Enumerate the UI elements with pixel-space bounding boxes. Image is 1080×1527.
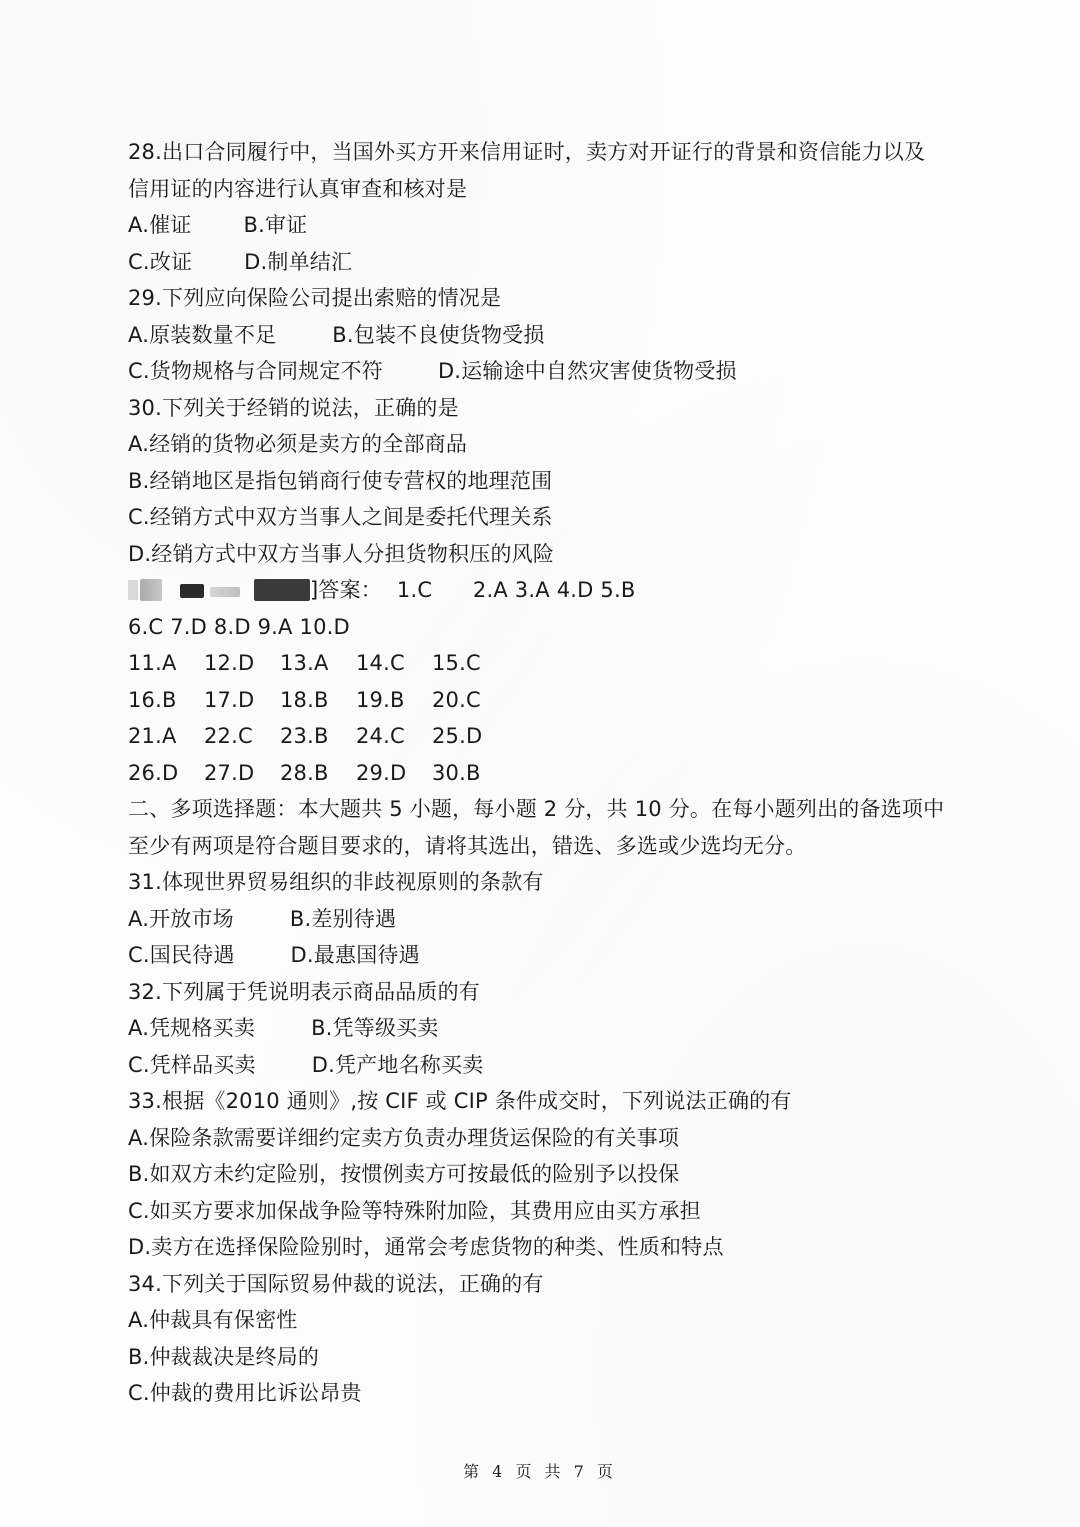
answer-item: 4.D	[556, 578, 594, 602]
q29-option-b: B.包装不良使货物受损	[332, 322, 545, 347]
q28-stem-line2: 信用证的内容进行认真审查和核对是	[128, 176, 468, 201]
answer-item: 9.A	[257, 614, 293, 639]
answer-item: 28.B	[280, 760, 329, 785]
section2-heading-line1: 二、多项选择题：本大题共 5 小题，每小题 2 分，共 10 分。在每小题列出的备选项中	[128, 797, 945, 821]
answer-item: 11.A	[128, 651, 177, 675]
answer-item: 18.B	[280, 687, 329, 712]
answer-item: 27.D	[204, 760, 255, 785]
answer-item: 8.D	[213, 614, 251, 639]
answer-item: 16.B	[128, 687, 177, 712]
q32-option-a: A.凭规格买卖	[128, 1016, 256, 1040]
answer-item: 3.A	[514, 578, 550, 602]
answers-row4	[128, 682, 968, 719]
answer-item: 10.D	[299, 614, 350, 639]
q32-option-b: B.凭等级买卖	[311, 1016, 439, 1040]
answer-item: 19.B	[356, 687, 405, 712]
q30-option-d: D.经销方式中双方当事人分担货物积压的风险	[128, 541, 555, 566]
page-footer: 第 4 页 共 7 页	[463, 1462, 617, 1481]
q31-option-c: C.国民待遇	[128, 943, 235, 967]
answers-row6	[128, 755, 968, 792]
answer-item: 26.D	[128, 760, 179, 785]
answer-item: 24.C	[356, 724, 405, 748]
answer-item: 21.A	[128, 724, 177, 748]
q31-options-row2	[128, 937, 968, 974]
answer-item: 25.D	[432, 724, 483, 748]
q30-option-c: C.经销方式中双方当事人之间是委托代理关系	[128, 505, 553, 529]
answer-item: 30.B	[432, 760, 481, 785]
q28-option-d: D.制单结汇	[244, 249, 353, 274]
q31-stem: 31.体现世界贸易组织的非歧视原则的条款有	[128, 870, 544, 894]
answers-row2	[128, 609, 968, 646]
q29-options-row2	[128, 353, 968, 390]
answer-item: 17.D	[204, 687, 255, 712]
answers-row5	[128, 718, 968, 755]
q29-options-row1	[128, 317, 968, 354]
answer-item: 15.C	[432, 651, 481, 675]
q33-option-a: A.保险条款需要详细约定卖方负责办理货运保险的有关事项	[128, 1125, 680, 1150]
answer-item: 5.B	[600, 578, 636, 602]
answer-item: 13.A	[280, 651, 329, 675]
answer-item: 1.C	[396, 578, 433, 602]
q33-stem: 33.根据《2010 通则》,按 CIF 或 CIP 条件成交时，下列说法正确的有	[128, 1089, 792, 1113]
redaction-mark	[210, 587, 240, 597]
q33-option-b: B.如双方未约定险别，按惯例卖方可按最低的险别予以投保	[128, 1162, 680, 1186]
q28-option-b: B.审证	[243, 213, 308, 237]
answer-item: 29.D	[356, 760, 407, 785]
q28-options-row1	[128, 207, 968, 244]
q31-option-b: B.差别待遇	[289, 906, 397, 931]
answer-item: 22.C	[204, 724, 253, 748]
q29-option-c: C.货物规格与合同规定不符	[128, 359, 383, 383]
answer-item: 12.D	[204, 651, 255, 675]
q30-option-a: A.经销的货物必须是卖方的全部商品	[128, 432, 468, 456]
q28-stem-line1: 28.出口合同履行中，当国外买方开来信用证时，卖方对开证行的背景和资信能力以及	[128, 140, 926, 164]
q33-option-c: C.如买方要求加保战争险等特殊附加险，其费用应由买方承担	[128, 1198, 701, 1223]
answer-item: 23.B	[280, 724, 329, 748]
q29-stem: 29.下列应向保险公司提出索赔的情况是	[128, 286, 502, 310]
redaction-mark	[180, 584, 204, 598]
redaction-mark	[140, 579, 162, 601]
section2-heading-line2: 至少有两项是符合题目要求的，请将其选出，错选、多选或少选均无分。	[128, 833, 807, 858]
answer-item: 20.C	[432, 687, 481, 712]
q31-options-row1	[128, 901, 968, 938]
answer-item: 2.A	[472, 578, 508, 602]
q28-options-row2	[128, 244, 968, 281]
q32-options-row1	[128, 1010, 968, 1047]
q32-stem: 32.下列属于凭说明表示商品品质的有	[128, 979, 480, 1004]
q29-option-a: A.原装数量不足	[128, 322, 277, 347]
q30-stem: 30.下列关于经销的说法，正确的是	[128, 395, 459, 420]
q31-option-a: A.开放市场	[128, 906, 234, 931]
answers-row1	[128, 572, 968, 609]
q34-option-a: A.仲裁具有保密性	[128, 1308, 298, 1332]
page-content	[128, 134, 968, 1412]
q33-option-d: D.卖方在选择保险险别时，通常会考虑货物的种类、性质和特点	[128, 1235, 724, 1259]
q28-option-a: A.催证	[128, 213, 192, 237]
answer-item: 14.C	[356, 651, 405, 675]
q31-option-d: D.最惠国待遇	[290, 943, 420, 967]
answers-label: ]答案：	[310, 578, 382, 602]
answer-item: 6.C	[128, 614, 164, 639]
answer-item: 7.D	[170, 614, 208, 639]
redaction-mark	[254, 579, 310, 601]
q28-option-c: C.改证	[128, 249, 193, 274]
q34-option-b: B.仲裁裁决是终局的	[128, 1344, 320, 1369]
q29-option-d: D.运输途中自然灾害使货物受损	[437, 359, 737, 383]
q34-stem: 34.下列关于国际贸易仲裁的说法，正确的有	[128, 1271, 544, 1296]
redaction-mark	[128, 580, 138, 600]
q32-option-d: D.凭产地名称买卖	[311, 1052, 484, 1077]
answers-row3	[128, 645, 968, 682]
q30-option-b: B.经销地区是指包销商行使专营权的地理范围	[128, 468, 553, 493]
q32-option-c: C.凭样品买卖	[128, 1052, 256, 1077]
q34-option-c: C.仲裁的费用比诉讼昂贵	[128, 1381, 362, 1405]
q32-options-row2	[128, 1047, 968, 1084]
